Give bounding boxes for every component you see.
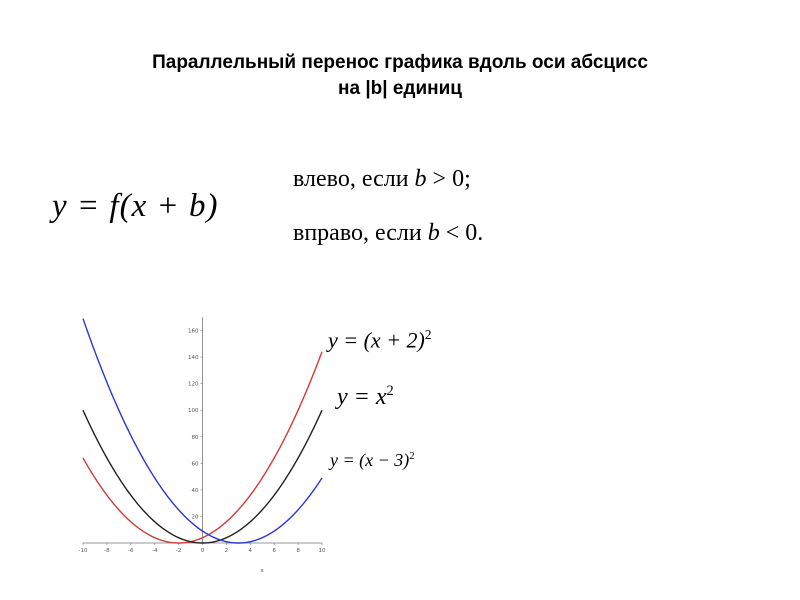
main-formula: y = f(x + b) xyxy=(52,188,219,224)
y-tick-label: 40 xyxy=(191,487,199,494)
label-shift-right-exp: 2 xyxy=(409,450,415,462)
x-tick-label: 4 xyxy=(248,548,253,554)
x-tick-label: -8 xyxy=(104,548,110,554)
label-shift-left-text: y = (x + 2) xyxy=(328,327,425,353)
label-shift-right-text: y = (x − 3) xyxy=(330,450,410,470)
label-base-exp: 2 xyxy=(386,383,394,399)
y-tick-label: 140 xyxy=(188,355,199,362)
x-tick-label: 10 xyxy=(318,548,326,554)
x-tick-label: -6 xyxy=(128,548,134,554)
x-tick-label: 6 xyxy=(272,548,276,554)
x-tick-label: 0 xyxy=(200,548,205,554)
y-tick-label: 160 xyxy=(188,328,199,335)
label-shift-left-exp: 2 xyxy=(424,327,432,342)
label-base-text: y = x xyxy=(337,384,387,410)
y-tick-label: 100 xyxy=(188,408,199,415)
x-tick-label: 8 xyxy=(296,548,300,554)
y-tick-label: 80 xyxy=(191,434,199,441)
rule-right-var: b xyxy=(427,220,440,246)
rule-left-var: b xyxy=(414,166,427,192)
title-line-2: на |b| единиц xyxy=(338,78,462,99)
y-tick-label: 60 xyxy=(191,461,199,468)
y-tick-label: 20 xyxy=(191,514,199,521)
rule-right-suffix: < 0. xyxy=(439,220,484,246)
x-tick-label: -10 xyxy=(78,548,88,554)
rule-right-prefix: вправо, если xyxy=(293,220,428,246)
x-tick-label: 2 xyxy=(224,548,229,554)
rule-left-prefix: влево, если xyxy=(293,166,415,192)
rule-left-suffix: > 0; xyxy=(426,166,471,192)
x-axis-symbol: x xyxy=(260,568,264,574)
y-tick-label: 120 xyxy=(188,381,199,388)
title-line-1: Параллельный перенос графика вдоль оси абсцисс xyxy=(152,52,648,73)
x-tick-label: -2 xyxy=(175,548,182,554)
x-tick-label: -4 xyxy=(151,548,158,554)
